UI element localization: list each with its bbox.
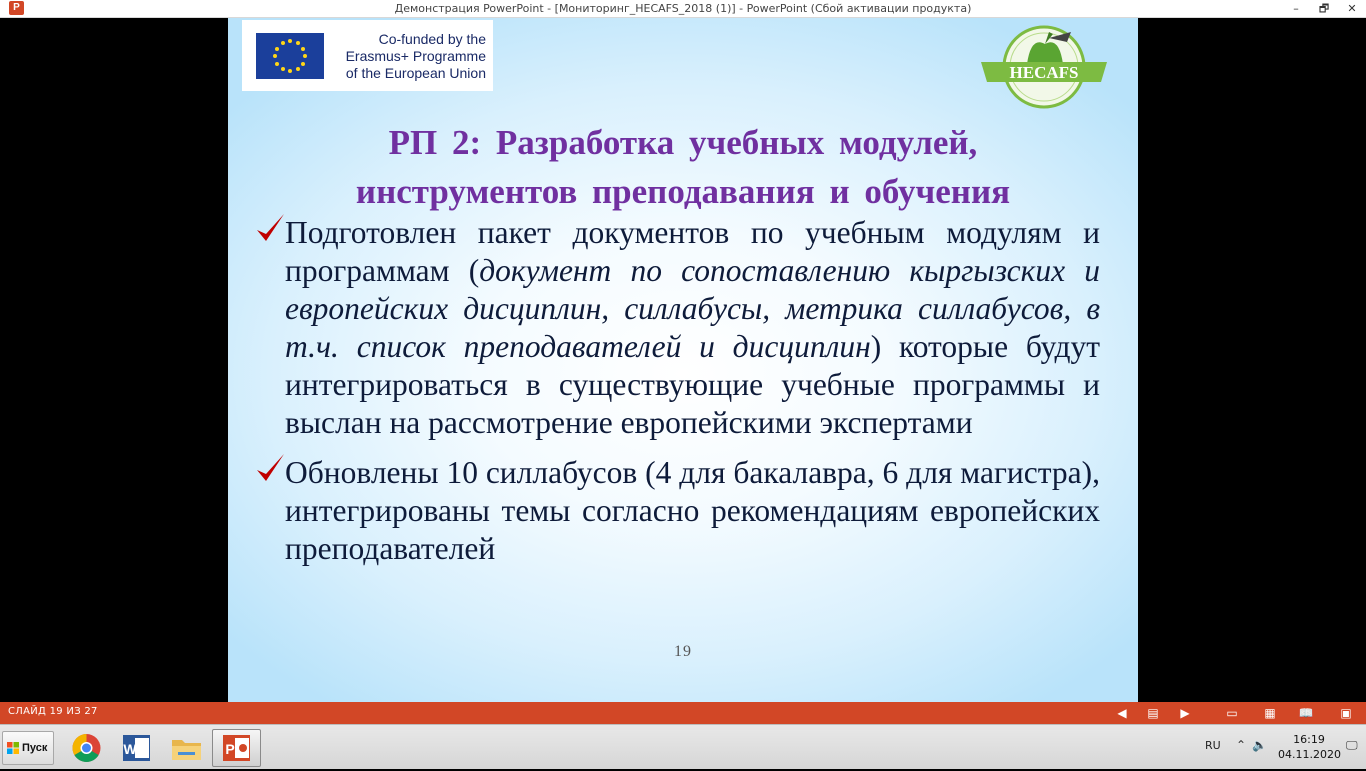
powerpoint-icon	[213, 730, 260, 766]
start-button[interactable]	[2, 731, 54, 765]
eu-erasmus-logo	[242, 20, 493, 91]
taskbar-chrome[interactable]	[62, 729, 111, 767]
windows-logo-icon	[7, 742, 19, 754]
system-clock[interactable]	[1278, 732, 1340, 762]
notes-icon[interactable]: ▤	[1147, 706, 1159, 720]
bullet-1-text-end: ) которые будут интегрироваться в существующие учебные программы и выслан на рассмотрение европейскими экспертами	[285, 329, 1100, 440]
slide-canvas[interactable]	[228, 18, 1138, 702]
bullet-list	[254, 214, 1100, 580]
reading-view-icon[interactable]: 📖	[1298, 706, 1314, 720]
start-label: Пуск	[22, 742, 48, 754]
minimize-button[interactable]: –	[1293, 2, 1299, 15]
eu-star	[275, 62, 279, 66]
language-indicator[interactable]: RU	[1205, 739, 1221, 752]
normal-view-icon[interactable]: ▭	[1226, 706, 1238, 720]
word-letter: W	[123, 741, 137, 757]
eu-star	[296, 67, 300, 71]
eu-star	[281, 67, 285, 71]
folder-icon	[163, 730, 210, 766]
taskbar-file-explorer[interactable]	[162, 729, 211, 767]
bullet-1-text-start: Подготовлен пакет документов по учебным модулям и программам (	[285, 215, 1100, 288]
hecafs-logo-text: HECAFS	[1009, 63, 1079, 82]
bullet-item-1	[254, 214, 1100, 442]
tray-expand-icon[interactable]: ⌃	[1236, 738, 1247, 752]
slideshow-icon[interactable]: ▣	[1340, 706, 1352, 720]
word-icon	[113, 730, 160, 766]
powerpoint-app-icon[interactable]: P	[9, 1, 24, 15]
checkmark-icon	[254, 212, 286, 244]
eu-star	[281, 41, 285, 45]
chrome-icon	[63, 730, 110, 766]
slide-counter: СЛАЙД 19 ИЗ 27	[8, 706, 98, 717]
windows-taskbar	[0, 724, 1366, 769]
close-button[interactable]: ✕	[1347, 2, 1357, 15]
taskbar-powerpoint[interactable]	[212, 729, 261, 767]
bullet-2-text: Обновлены 10 силлабусов (4 для бакалавра, 6 для магистра), интегрированы темы согласно рекомендациям европейских преподавателей	[285, 455, 1100, 566]
volume-icon[interactable]: 🔈	[1252, 738, 1267, 752]
checkmark-icon	[254, 452, 286, 484]
eu-star	[288, 39, 292, 43]
bullet-item-2	[254, 454, 1100, 568]
slide-page-number: 19	[674, 643, 692, 660]
slideshow-statusbar	[0, 702, 1366, 724]
next-icon[interactable]: ▶	[1180, 706, 1190, 720]
prev-icon[interactable]: ◀	[1117, 706, 1127, 720]
taskbar-word[interactable]	[112, 729, 161, 767]
clock-time: 16:19	[1293, 733, 1325, 746]
eu-star	[288, 69, 292, 73]
eu-cofunded-text: Co-funded by the Erasmus+ Programme of the European Union	[345, 31, 486, 81]
slide-sorter-icon[interactable]: ▦	[1264, 706, 1276, 720]
bullet-1-italic-text: документ по сопоставлению кыргызских и европейских дисциплин, силлабусы, метрика силлабусов, в т.ч. список преподавателей и дисциплин	[285, 253, 1100, 364]
slide-title-line2: инструментов преподавания и обучения	[355, 172, 1011, 211]
window-title: Демонстрация PowerPoint - [Мониторинг_HECAFS_2018 (1)] - PowerPoint (Сбой активации продукта)	[394, 2, 972, 15]
restore-button[interactable]: 🗗	[1318, 2, 1330, 15]
clock-date: 04.11.2020	[1278, 748, 1341, 761]
eu-star	[296, 41, 300, 45]
eu-star	[301, 47, 305, 51]
slide-title-line1: РП 2: Разработка учебных модулей,	[388, 123, 978, 162]
network-icon[interactable]: 🖵	[1346, 738, 1358, 752]
powerpoint-letter: P	[225, 741, 235, 757]
hecafs-logo	[979, 24, 1109, 110]
eu-star	[275, 47, 279, 51]
eu-star	[273, 54, 277, 58]
window-titlebar	[0, 0, 1366, 18]
slide-title	[228, 118, 1138, 216]
eu-star	[303, 54, 307, 58]
eu-flag-icon	[256, 33, 324, 79]
eu-star	[301, 62, 305, 66]
